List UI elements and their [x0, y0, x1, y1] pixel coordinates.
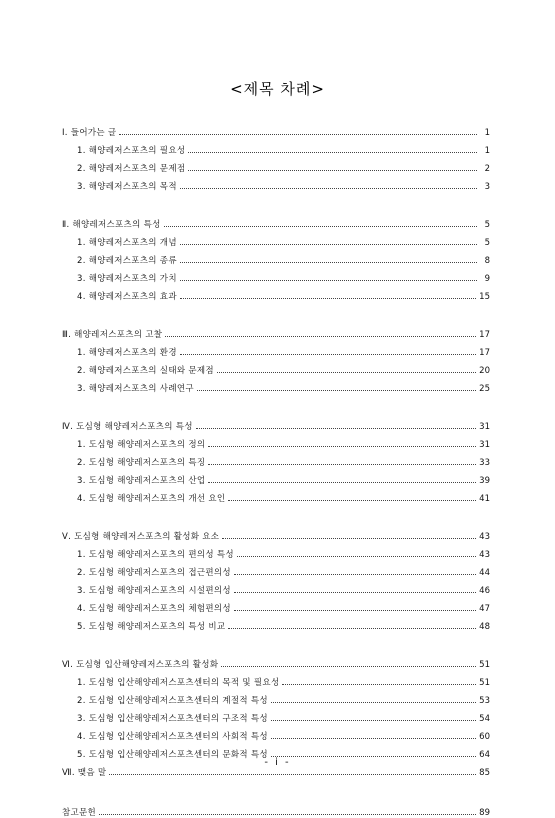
toc-heading-4[interactable]	[62, 414, 490, 432]
toc-heading-2[interactable]	[62, 212, 490, 230]
toc-page-number: 41	[479, 494, 490, 504]
toc-heading-label: Ⅴ. 도심형 해양레저스포츠의 활성화 요소	[62, 532, 220, 542]
leader-dots	[208, 463, 476, 465]
toc-item[interactable]	[62, 230, 490, 248]
toc-page-number: 5	[484, 220, 490, 230]
toc-page-number: 47	[479, 604, 490, 614]
toc-heading-label: Ⅶ. 맺음 말	[62, 768, 107, 778]
toc-page-number: 1	[484, 146, 490, 156]
leader-dots	[180, 261, 477, 263]
toc-page-number: 53	[479, 696, 490, 706]
toc-item-label: 5. 도심형 해양레저스포츠의 특성 비교	[77, 622, 226, 632]
toc-item[interactable]	[62, 614, 490, 632]
toc-heading-label: Ⅲ. 해양레저스포츠의 고찰	[62, 330, 163, 340]
toc-item[interactable]	[62, 376, 490, 394]
leader-dots	[222, 537, 476, 539]
leader-dots	[208, 481, 476, 483]
toc-heading-label: 참고문헌	[62, 808, 97, 818]
toc-item-label: 2. 해양레저스포츠의 실태와 문제점	[77, 366, 214, 376]
toc-page-number: 2	[484, 164, 490, 174]
toc-page-number: 44	[479, 568, 490, 578]
table-of-contents	[62, 120, 490, 818]
leader-dots	[180, 297, 476, 299]
leader-dots	[234, 573, 476, 575]
leader-dots	[165, 335, 476, 337]
leader-dots	[234, 609, 476, 611]
toc-page-number: 85	[479, 768, 490, 778]
toc-heading-label: Ⅳ. 도심형 해양레저스포츠의 특성	[62, 422, 193, 432]
toc-item-label: 5. 도심형 입산해양레저스포츠센터의 문화적 특성	[77, 750, 268, 760]
leader-dots	[119, 133, 477, 135]
toc-item-label: 3. 해양레저스포츠의 사례연구	[77, 384, 194, 394]
toc-item-label: 1. 도심형 입산해양레저스포츠센터의 목적 및 필요성	[77, 678, 280, 688]
toc-page-number: 20	[479, 366, 490, 376]
toc-page-number: 39	[479, 476, 490, 486]
toc-page-number: 17	[479, 330, 490, 340]
leader-dots	[228, 499, 476, 501]
toc-item-label: 1. 해양레저스포츠의 필요성	[77, 146, 186, 156]
toc-item-label: 4. 도심형 입산해양레저스포츠센터의 사회적 특성	[77, 732, 268, 742]
leader-dots	[99, 813, 476, 815]
toc-references[interactable]	[62, 800, 490, 818]
toc-item-label: 3. 도심형 입산해양레저스포츠센터의 구조적 특성	[77, 714, 268, 724]
toc-item[interactable]	[62, 468, 490, 486]
toc-item[interactable]	[62, 542, 490, 560]
toc-page-number: 33	[479, 458, 490, 468]
toc-page-number: 43	[479, 532, 490, 542]
toc-item[interactable]	[62, 284, 490, 302]
toc-page-number: 51	[479, 660, 490, 670]
toc-page-number: 43	[479, 550, 490, 560]
toc-item-label: 1. 도심형 해양레저스포츠의 편의성 특성	[77, 550, 234, 560]
toc-page-number: 17	[479, 348, 490, 358]
leader-dots	[282, 683, 476, 685]
toc-item[interactable]	[62, 688, 490, 706]
leader-dots	[237, 555, 476, 557]
leader-dots	[271, 701, 476, 703]
toc-item-label: 4. 도심형 해양레저스포츠의 체험편의성	[77, 604, 231, 614]
leader-dots	[109, 773, 476, 775]
toc-item[interactable]	[62, 156, 490, 174]
toc-item[interactable]	[62, 596, 490, 614]
toc-page-number: 31	[479, 440, 490, 450]
toc-item-label: 2. 도심형 해양레저스포츠의 접근편의성	[77, 568, 231, 578]
toc-item[interactable]	[62, 670, 490, 688]
toc-item-label: 2. 도심형 입산해양레저스포츠센터의 계절적 특성	[77, 696, 268, 706]
toc-heading-label: Ⅰ. 들어가는 글	[62, 128, 117, 138]
toc-item-label: 3. 도심형 해양레저스포츠의 산업	[77, 476, 206, 486]
toc-page-number: 25	[479, 384, 490, 394]
leader-dots	[188, 151, 477, 153]
toc-item-label: 3. 도심형 해양레저스포츠의 시설편의성	[77, 586, 231, 596]
toc-item[interactable]	[62, 706, 490, 724]
toc-item[interactable]	[62, 560, 490, 578]
toc-page-number: 54	[479, 714, 490, 724]
toc-item-label: 2. 해양레저스포츠의 문제점	[77, 164, 186, 174]
leader-dots	[271, 737, 476, 739]
leader-dots	[208, 445, 476, 447]
toc-item[interactable]	[62, 174, 490, 192]
toc-item[interactable]	[62, 724, 490, 742]
leader-dots	[217, 371, 476, 373]
toc-page-number: 48	[479, 622, 490, 632]
leader-dots	[271, 719, 476, 721]
toc-item[interactable]	[62, 248, 490, 266]
toc-item-label: 3. 해양레저스포츠의 가치	[77, 274, 177, 284]
toc-item-label: 2. 해양레저스포츠의 종류	[77, 256, 177, 266]
toc-page-number: 60	[479, 732, 490, 742]
toc-item[interactable]	[62, 266, 490, 284]
toc-page-number: 46	[479, 586, 490, 596]
toc-page-number: 5	[484, 238, 490, 248]
toc-heading-label: Ⅱ. 해양레저스포츠의 특성	[62, 220, 161, 230]
toc-page-number: 3	[484, 182, 490, 192]
toc-heading-6[interactable]	[62, 652, 490, 670]
toc-item[interactable]	[62, 486, 490, 504]
toc-item-label: 4. 도심형 해양레저스포츠의 개선 요인	[77, 494, 226, 504]
leader-dots	[234, 591, 476, 593]
toc-item-label: 4. 해양레저스포츠의 효과	[77, 292, 177, 302]
leader-dots	[188, 169, 477, 171]
toc-item[interactable]	[62, 340, 490, 358]
toc-page-number: 1	[484, 128, 490, 138]
toc-item[interactable]	[62, 138, 490, 156]
leader-dots	[196, 427, 476, 429]
leader-dots	[228, 627, 476, 629]
toc-item-label: 1. 해양레저스포츠의 환경	[77, 348, 177, 358]
leader-dots	[164, 225, 477, 227]
toc-page-number: 15	[479, 292, 490, 302]
leader-dots	[180, 243, 477, 245]
toc-page-number: 31	[479, 422, 490, 432]
leader-dots	[197, 389, 476, 391]
leader-dots	[180, 279, 477, 281]
page-title: <제목 차례>	[230, 80, 325, 98]
toc-page-number: 89	[479, 808, 490, 818]
leader-dots	[221, 665, 476, 667]
toc-page-number: 9	[484, 274, 490, 284]
toc-heading-5[interactable]	[62, 524, 490, 542]
toc-item[interactable]	[62, 450, 490, 468]
toc-item[interactable]	[62, 432, 490, 450]
toc-heading-3[interactable]	[62, 322, 490, 340]
toc-page-number: 64	[479, 750, 490, 760]
toc-item-label: 3. 해양레저스포츠의 목적	[77, 182, 177, 192]
page-number-footer: - i -	[264, 757, 291, 768]
toc-item-label: 1. 도심형 해양레저스포츠의 정의	[77, 440, 206, 450]
toc-heading-1[interactable]	[62, 120, 490, 138]
toc-item-label: 1. 해양레저스포츠의 개념	[77, 238, 177, 248]
toc-page-number: 51	[479, 678, 490, 688]
toc-heading-label: Ⅵ. 도심형 입산해양레저스포츠의 활성화	[62, 660, 219, 670]
toc-item[interactable]	[62, 578, 490, 596]
toc-item[interactable]	[62, 358, 490, 376]
toc-item-label: 2. 도심형 해양레저스포츠의 특징	[77, 458, 206, 468]
leader-dots	[180, 353, 476, 355]
leader-dots	[180, 187, 477, 189]
toc-page-number: 8	[484, 256, 490, 266]
